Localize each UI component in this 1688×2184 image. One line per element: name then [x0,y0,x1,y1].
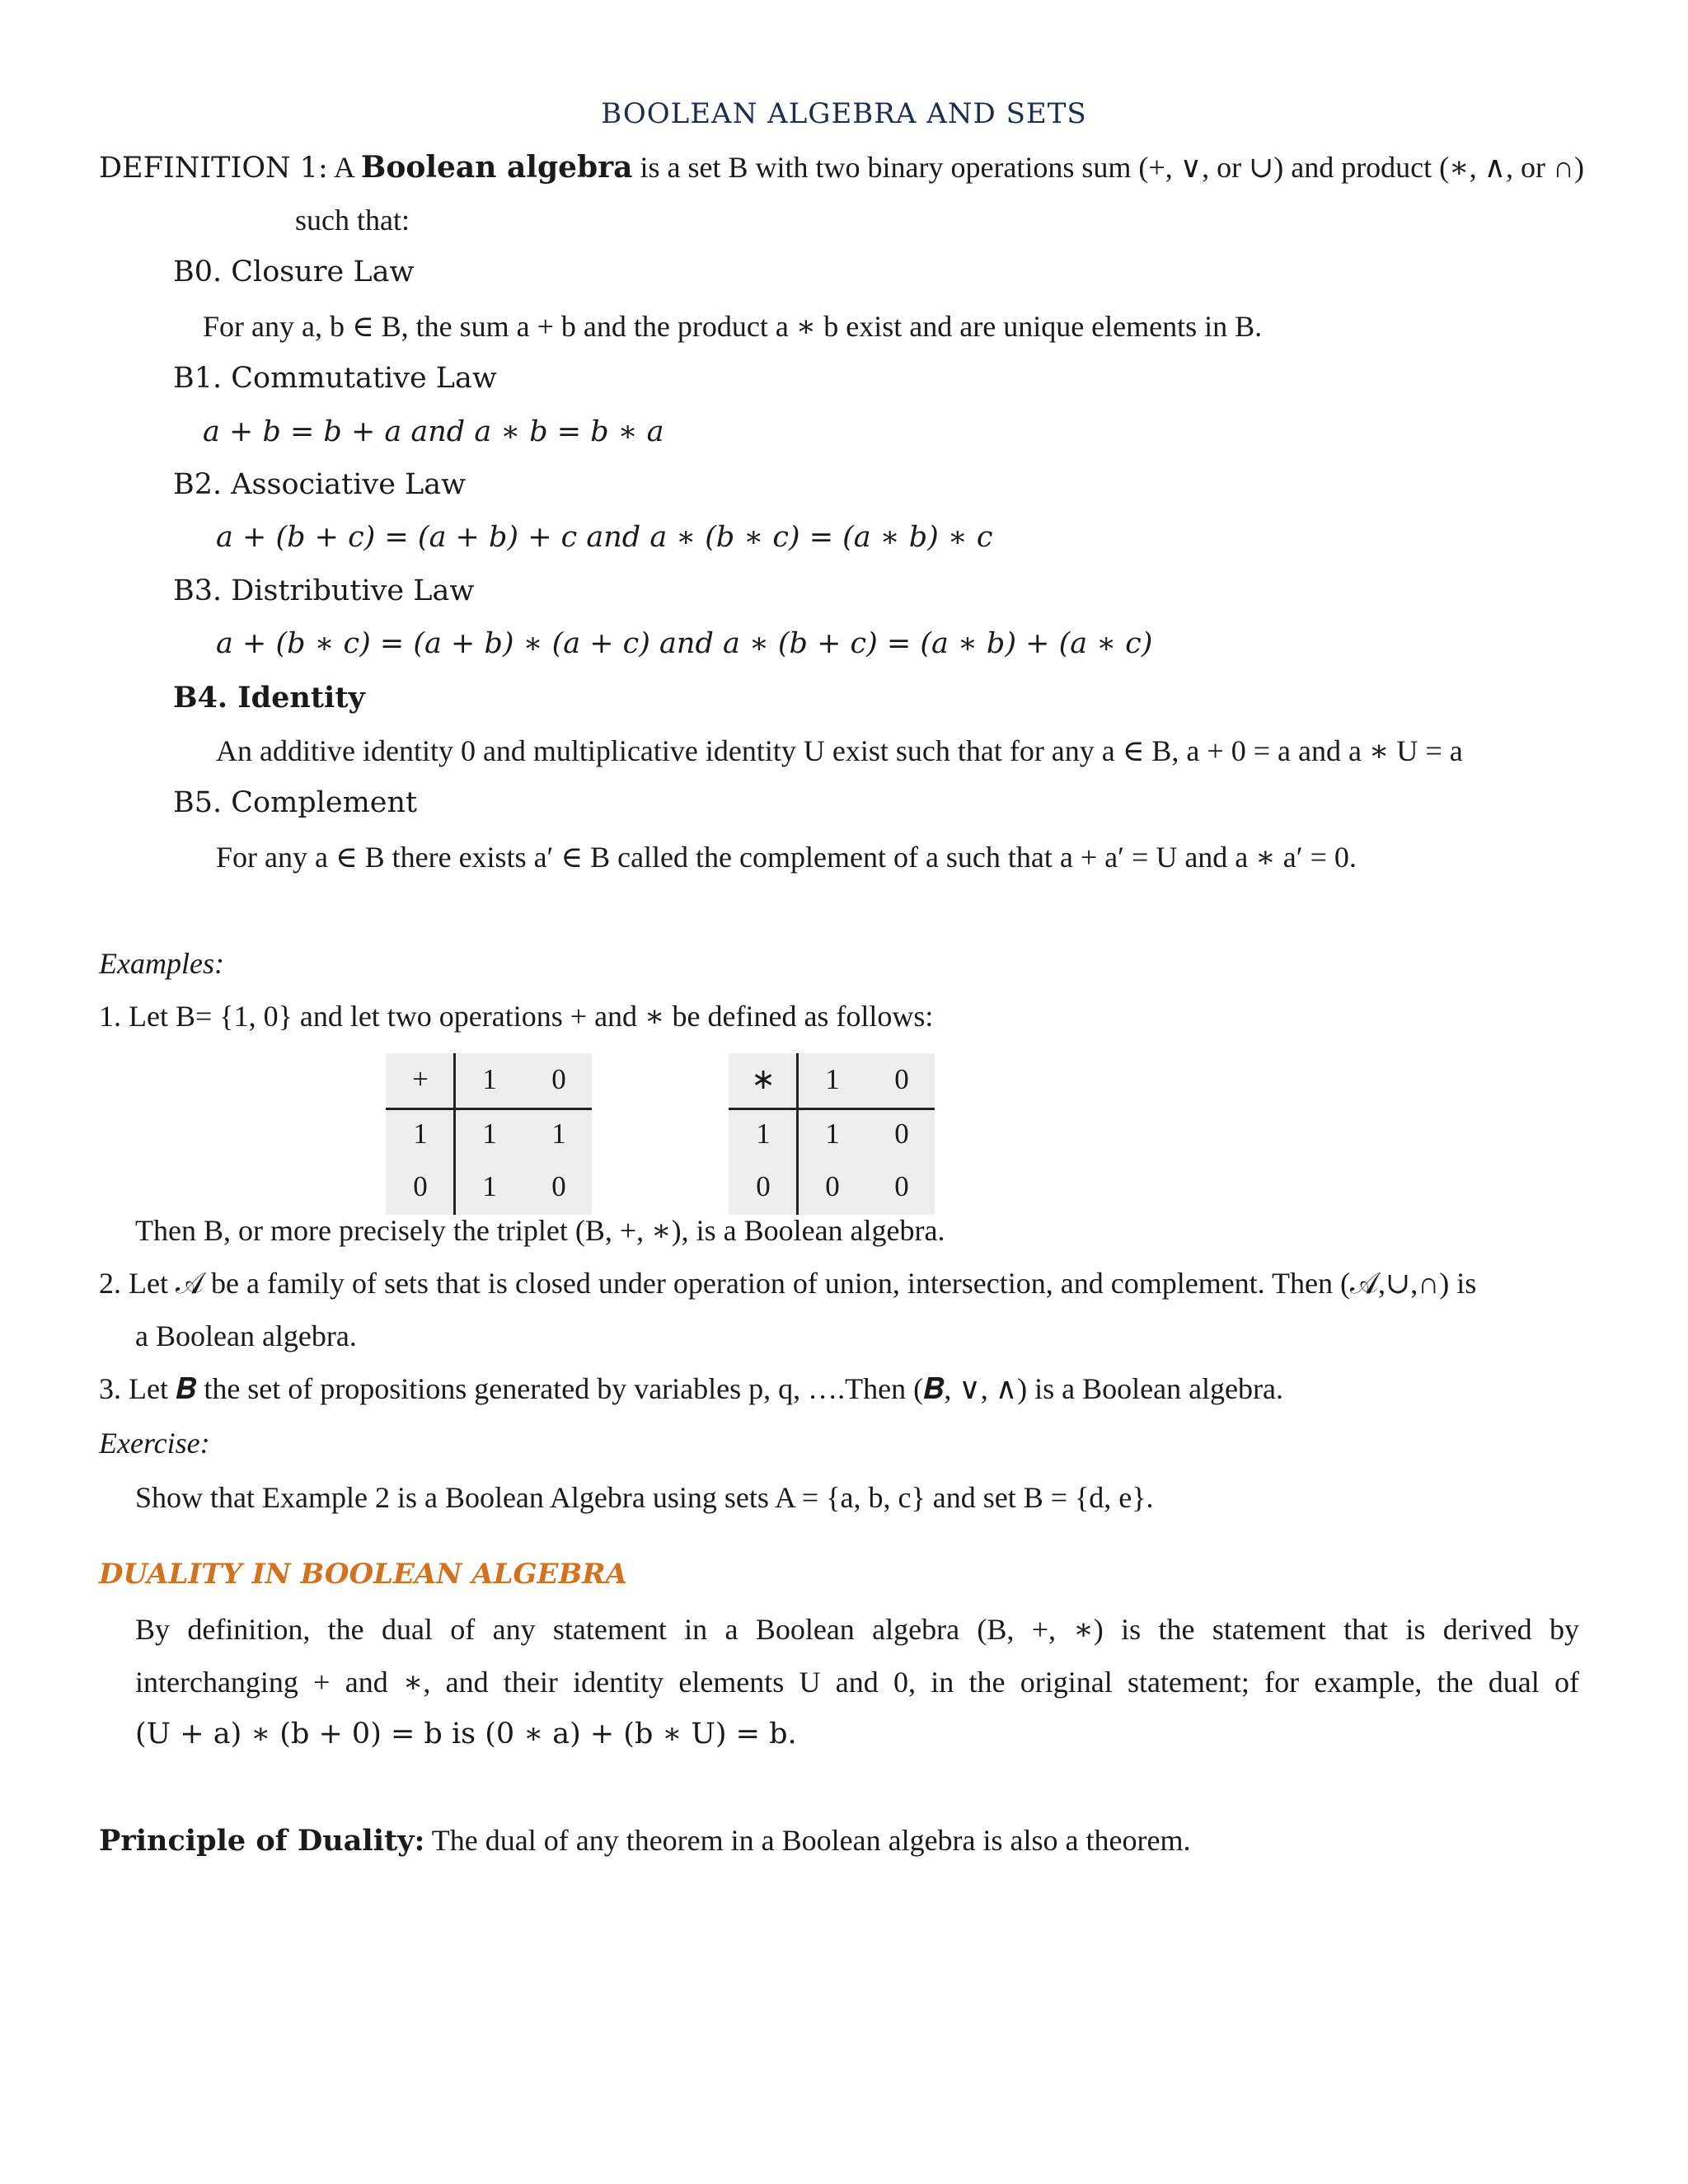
law-body-identity: An additive identity 0 and multiplicative identity U exist such that for any a ∈ B, a + 0 = a and a ∗ U = a [216,734,1463,767]
law-heading-associative: B2. Associative Law [173,468,467,501]
duality-text-line-2: interchanging + and ∗, and their identity elements U and 0, in the original statement; for example, the dual of [135,1666,1579,1699]
law-body-associative: a + (b + c) = (a + b) + c and a ∗ (b ∗ c) = (a ∗ b) ∗ c [216,521,993,554]
table-col-header: 1 [825,1063,840,1095]
table-cell: 1 [551,1118,566,1150]
definition-line [99,150,1584,185]
example-1-conclusion: Then B, or more precisely the triplet (B, +, ∗), is a Boolean algebra. [135,1214,945,1247]
example-2-text: 2. Let 𝒜 be a family of sets that is closed under operation of union, intersection, and complement. Then (𝒜,∪,∩) is [99,1267,1477,1300]
example-1-text: 1. Let B= {1, 0} and let two operations + and ∗ be defined as follows: [99,1000,934,1033]
law-heading-identity: B4. Identity [173,681,365,715]
table-cell: 1 [482,1118,497,1150]
principle-line [99,1823,1190,1858]
table-horizontal-rule [386,1108,592,1110]
table-cell: 0 [894,1170,909,1202]
definition-pre: A [327,151,361,184]
definition-rest: is a set B with two binary operations sum (+, ∨, or ∪) and product (∗, ∧, or ∩) [632,151,1584,184]
product-operation-table [729,1053,935,1215]
definition-line-2: such that: [295,204,410,237]
duality-text-line-3: (U + a) ∗ (b + 0) = b is (0 ∗ a) + (b ∗ U) = b. [135,1718,797,1750]
table-row-header: 0 [756,1170,771,1202]
table-cell: 0 [551,1170,566,1202]
principle-label: Principle of Duality: [99,1824,425,1858]
table-cell: 1 [825,1118,840,1150]
law-body-complement: For any a ∈ B there exists a′ ∈ B called the complement of a such that a + a′ = U and a ∗ a′ = 0. [216,841,1357,874]
example-3-text: 3. Let 𝑩 the set of propositions generated by variables p, q, ….Then (𝑩, ∨, ∧) is a Boolean algebra. [99,1372,1284,1405]
table-row-header: 1 [756,1118,771,1150]
table-row-header: 0 [413,1170,428,1202]
table-col-header: 1 [482,1063,497,1095]
definition-term: Boolean algebra [360,150,633,185]
definition-label: DEFINITION 1: [99,152,328,185]
principle-text: The dual of any theorem in a Boolean algebra is also a theorem. [424,1824,1191,1857]
table-row-header: 1 [413,1118,428,1150]
law-heading-complement: B5. Complement [173,786,418,819]
example-2-text-cont: a Boolean algebra. [135,1319,357,1352]
exercise-label: Exercise: [99,1427,210,1460]
sum-operation-table [386,1053,592,1215]
exercise-text: Show that Example 2 is a Boolean Algebra using sets A = {a, b, c} and set B = {d, e}. [135,1481,1154,1514]
law-heading-distributive: B3. Distributive Law [173,574,475,607]
table-col-header: 0 [894,1063,909,1095]
law-body-distributive: a + (b ∗ c) = (a + b) ∗ (a + c) and a ∗ (b + c) = (a ∗ b) + (a ∗ c) [216,627,1153,660]
examples-label: Examples: [99,947,224,980]
duality-text-line-1: By definition, the dual of any statement in a Boolean algebra (B, +, ∗) is the statement that is derived by [135,1613,1579,1646]
law-body-closure: For any a, b ∈ B, the sum a + b and the product a ∗ b exist and are unique elements in B. [203,310,1263,343]
table-operator: ∗ [751,1063,776,1095]
table-cell: 1 [482,1170,497,1202]
table-horizontal-rule [729,1108,935,1110]
law-heading-commutative: B1. Commutative Law [173,362,497,395]
duality-heading: DUALITY IN BOOLEAN ALGEBRA [99,1558,627,1591]
table-cell: 0 [825,1170,840,1202]
law-body-commutative: a + b = b + a and a ∗ b = b ∗ a [203,415,664,448]
table-operator: + [412,1063,429,1095]
table-col-header: 0 [551,1063,566,1095]
law-heading-closure: B0. Closure Law [173,255,415,288]
table-cell: 0 [894,1118,909,1150]
page-title: BOOLEAN ALGEBRA AND SETS [601,97,1087,130]
